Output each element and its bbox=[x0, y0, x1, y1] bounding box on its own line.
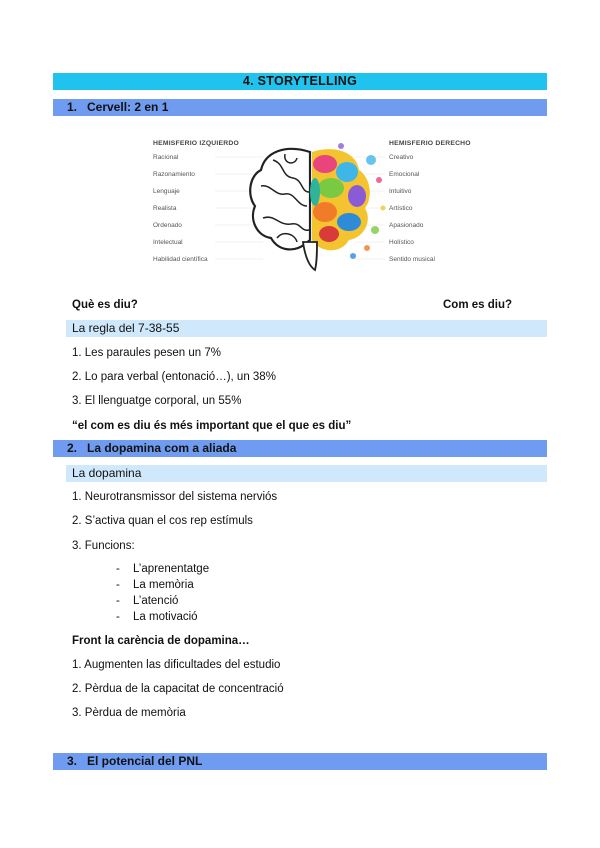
rule-heading: La regla del 7-38-55 bbox=[66, 320, 547, 337]
left-item: Habilidad científica bbox=[153, 256, 208, 263]
list-item: 1. Augmenten las dificultades del estudio bbox=[72, 659, 281, 671]
left-item: Racional bbox=[153, 154, 179, 161]
section-3-title: El potencial del PNL bbox=[87, 754, 203, 768]
right-hemisphere-heading: HEMISFERIO DERECHO bbox=[389, 140, 471, 147]
right-item: Apasionado bbox=[389, 222, 424, 229]
left-item: Razonamiento bbox=[153, 171, 195, 178]
list-item: 3. Pèrdua de memòria bbox=[72, 707, 186, 719]
brain-icon bbox=[145, 130, 475, 278]
left-item: Intelectual bbox=[153, 239, 183, 246]
section-1-title: Cervell: 2 en 1 bbox=[87, 100, 169, 114]
section-2-title: La dopamina com a aliada bbox=[87, 441, 237, 455]
lack-heading: Front la carència de dopamina… bbox=[72, 635, 250, 647]
list-item: 2. S’activa quan el cos rep estímuls bbox=[72, 515, 253, 527]
list-item: 3. Funcions: bbox=[72, 540, 135, 552]
right-item: Sentido musical bbox=[389, 256, 435, 263]
what-is-said-label: Què es diu? bbox=[72, 299, 138, 311]
section-3-number: 3. bbox=[67, 754, 78, 768]
function-item: - L’aprenentatge bbox=[116, 563, 210, 575]
page-title: 4. STORYTELLING bbox=[53, 73, 547, 90]
list-item: 2. Lo para verbal (entonació…), un 38% bbox=[72, 371, 276, 383]
section-3-header bbox=[53, 753, 547, 770]
list-item: 1. Les paraules pesen un 7% bbox=[72, 347, 221, 359]
right-item: Creativo bbox=[389, 154, 414, 161]
section-2-header bbox=[53, 440, 547, 457]
brain-hemispheres-figure bbox=[145, 130, 475, 278]
list-item: 2. Pèrdua de la capacitat de concentració bbox=[72, 683, 284, 695]
left-item: Lenguaje bbox=[153, 188, 180, 195]
right-item: Intuitivo bbox=[389, 188, 412, 195]
list-item: 1. Neurotransmissor del sistema nerviós bbox=[72, 491, 278, 503]
how-is-said-label: Com es diu? bbox=[443, 299, 513, 311]
section-1-header bbox=[53, 99, 547, 116]
section-2-number: 2. bbox=[67, 441, 78, 455]
left-item: Ordenado bbox=[153, 222, 182, 229]
left-hemisphere-heading: HEMISFERIO IZQUIERDO bbox=[153, 140, 239, 147]
function-item: - L’atenció bbox=[116, 595, 179, 607]
left-item: Realista bbox=[153, 205, 177, 212]
function-item: - La motivació bbox=[116, 611, 198, 623]
dopamine-heading: La dopamina bbox=[66, 465, 547, 482]
right-item: Holístico bbox=[389, 239, 414, 246]
function-item: - La memòria bbox=[116, 579, 194, 591]
quote: “el com es diu és més important que el que es diu” bbox=[72, 420, 352, 432]
list-item: 3. El llenguatge corporal, un 55% bbox=[72, 395, 242, 407]
right-item: Emocional bbox=[389, 171, 420, 178]
section-1-number: 1. bbox=[67, 100, 78, 114]
right-item: Artístico bbox=[389, 205, 413, 212]
